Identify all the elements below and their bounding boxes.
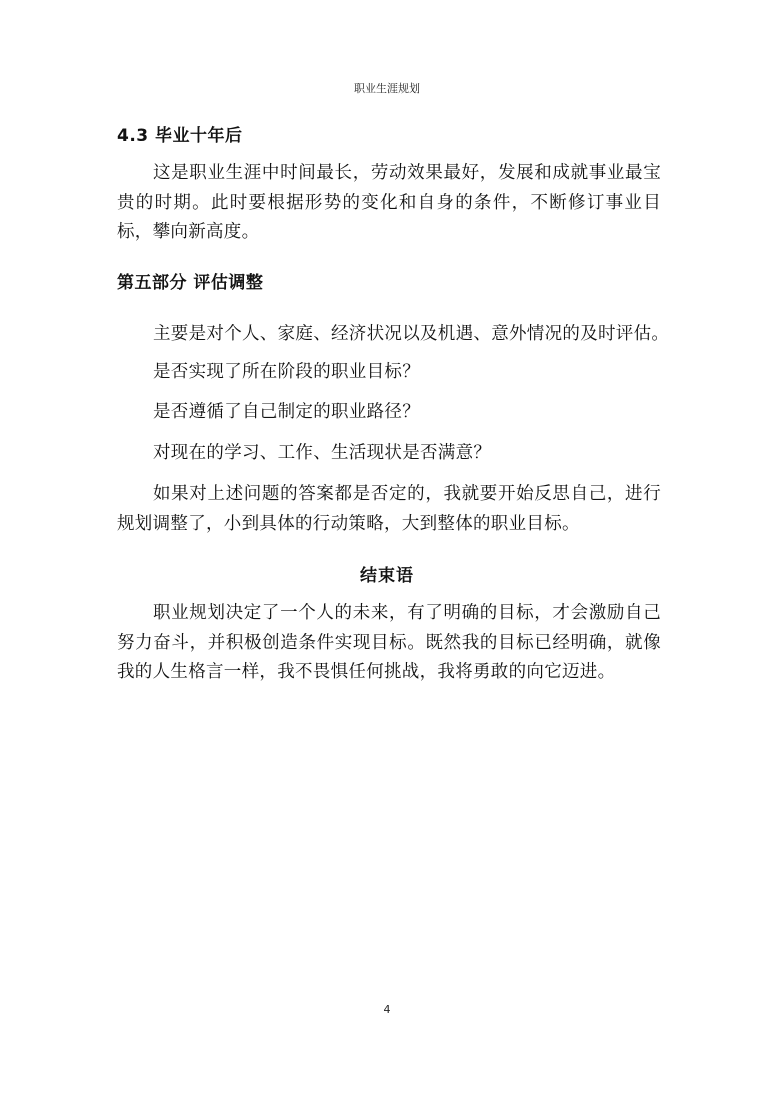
question-item-3: 对现在的学习、工作、生活现状是否满意？ [153, 443, 492, 463]
question-item-1: 是否实现了所在阶段的职业目标？ [153, 362, 420, 382]
header-divider [116, 100, 658, 101]
page-number: 4 [383, 1003, 391, 1016]
running-header: 职业生涯规划 [354, 82, 420, 95]
part-five-intro: 主要是对个人、家庭、经济状况以及机遇、意外情况的及时评估。 [153, 324, 670, 344]
closing-heading: 结束语 [360, 566, 414, 586]
section-4-3-paragraph: 这是职业生涯中时间最长，劳动效果最好，发展和成就事业最宝贵的时期。此时要根据形势的变化和自身的条件，不断修订事业目标，攀向新高度。 [117, 163, 661, 242]
question-item-2: 是否遵循了自己制定的职业路径？ [153, 402, 420, 422]
part-five-conclusion: 如果对上述问题的答案都是否定的，我就要开始反思自己，进行规划调整了，小到具体的行动策略，大到整体的职业目标。 [117, 484, 661, 534]
closing-paragraph: 职业规划决定了一个人的未来，有了明确的目标，才会激励自己努力奋斗，并积极创造条件实现目标。既然我的目标已经明确，就像我的人生格言一样，我不畏惧任何挑战，我将勇敢的向它迈进。 [117, 603, 661, 682]
part-five-heading: 第五部分 评估调整 [117, 273, 264, 293]
section-4-3-heading: 4.3 毕业十年后 [117, 126, 243, 146]
